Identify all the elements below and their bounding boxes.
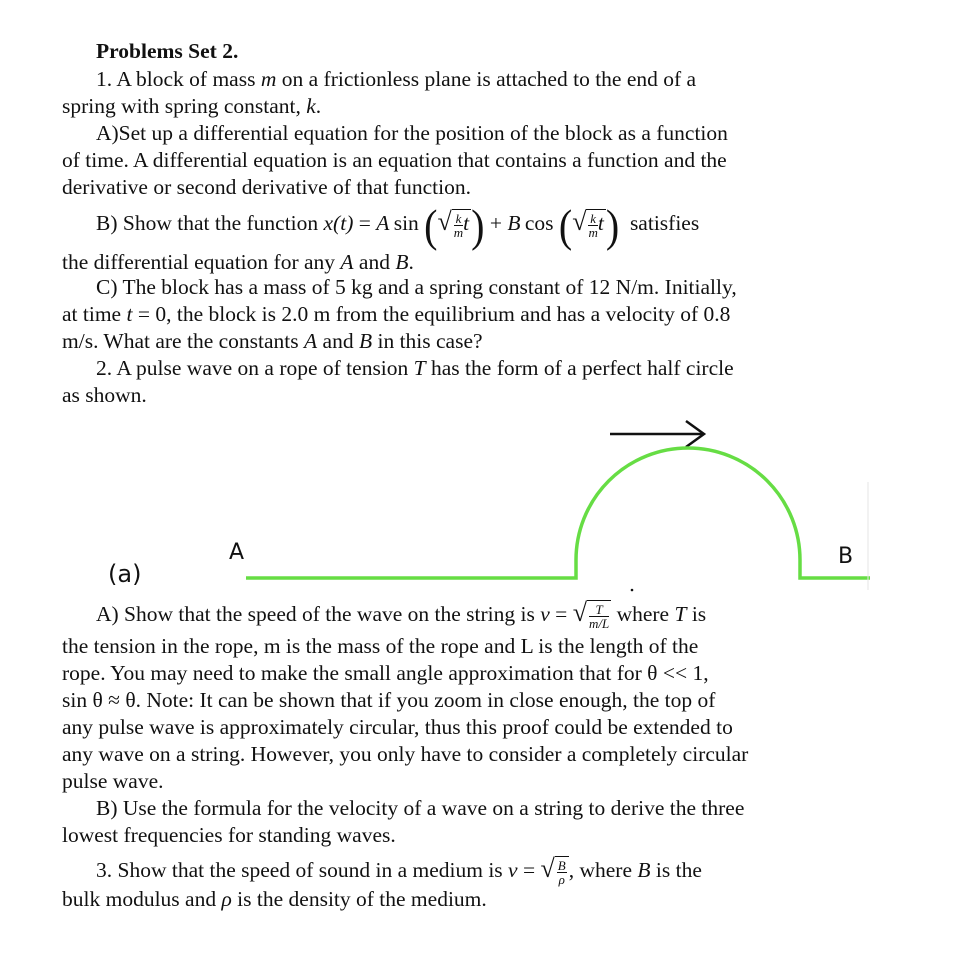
p2-A-line6: any wave on a string. However, you only have to consider a completely circular [62,742,749,766]
p1-line2: spring with spring constant, k. [62,94,322,118]
dot-mark [631,589,634,592]
p2-A-line5: any pulse wave is approximately circular, thus this proof could be extended to [62,715,733,739]
figure-label-B: B [838,544,854,569]
p1-A-line3: derivative or second derivative of that function. [62,175,471,199]
p1-B-equation-line: B) Show that the function x(t) = A sin (√ $\frac{k}{m}$ t) + B cos (√ $\frac{k}{m}$ t) satisfies [96,199,700,251]
p2-A-line4: sin θ ≈ θ. Note: It can be shown that if you zoom in close enough, the top of [62,688,716,712]
direction-arrow [610,421,704,447]
figure-label-a: (a) [108,560,142,588]
page-title: Problems Set 2. [96,39,239,63]
p3-line2: bulk modulus and ρ is the density of the medium. [62,887,487,911]
p2-A-line7: pulse wave. [62,769,164,793]
p1-line1: 1. A block of mass m on a frictionless plane is attached to the end of a [96,67,697,91]
p2-A-line3: rope. You may need to make the small angle approximation that for θ << 1, [62,661,709,685]
p2-A-line1: A) Show that the speed of the wave on the string is v = √ $\frac{T}{m/L}$ where T is [96,598,707,631]
p3-line1: 3. Show that the speed of sound in a medium is v = √ $\frac{B}{\rho}$ , where B is the [96,854,702,887]
p1-C-line3: m/s. What are the constants A and B in this case? [62,329,483,353]
p2-line2: as shown. [62,383,147,407]
p2-line1: 2. A pulse wave on a rope of tension T has the form of a perfect half circle [96,356,734,380]
p1-A-line2: of time. A differential equation is an equation that contains a function and the [62,148,727,172]
p2-A-line2: the tension in the rope, m is the mass of the rope and L is the length of the [62,634,699,658]
p2-B-line2: lowest frequencies for standing waves. [62,823,396,847]
p1-C-line1: C) The block has a mass of 5 kg and a spring constant of 12 N/m. Initially, [96,275,737,299]
p1-A-line1: A)Set up a differential equation for the position of the block as a function [96,121,728,145]
figure-label-A: A [229,540,245,565]
p1-C-line2: at time t = 0, the block is 2.0 m from the equilibrium and has a velocity of 0.8 [62,302,731,326]
rope-pulse [246,448,870,578]
p2-B-line1: B) Use the formula for the velocity of a wave on a string to derive the three [96,796,745,820]
p1-B-line2: the differential equation for any A and B. [62,250,414,274]
